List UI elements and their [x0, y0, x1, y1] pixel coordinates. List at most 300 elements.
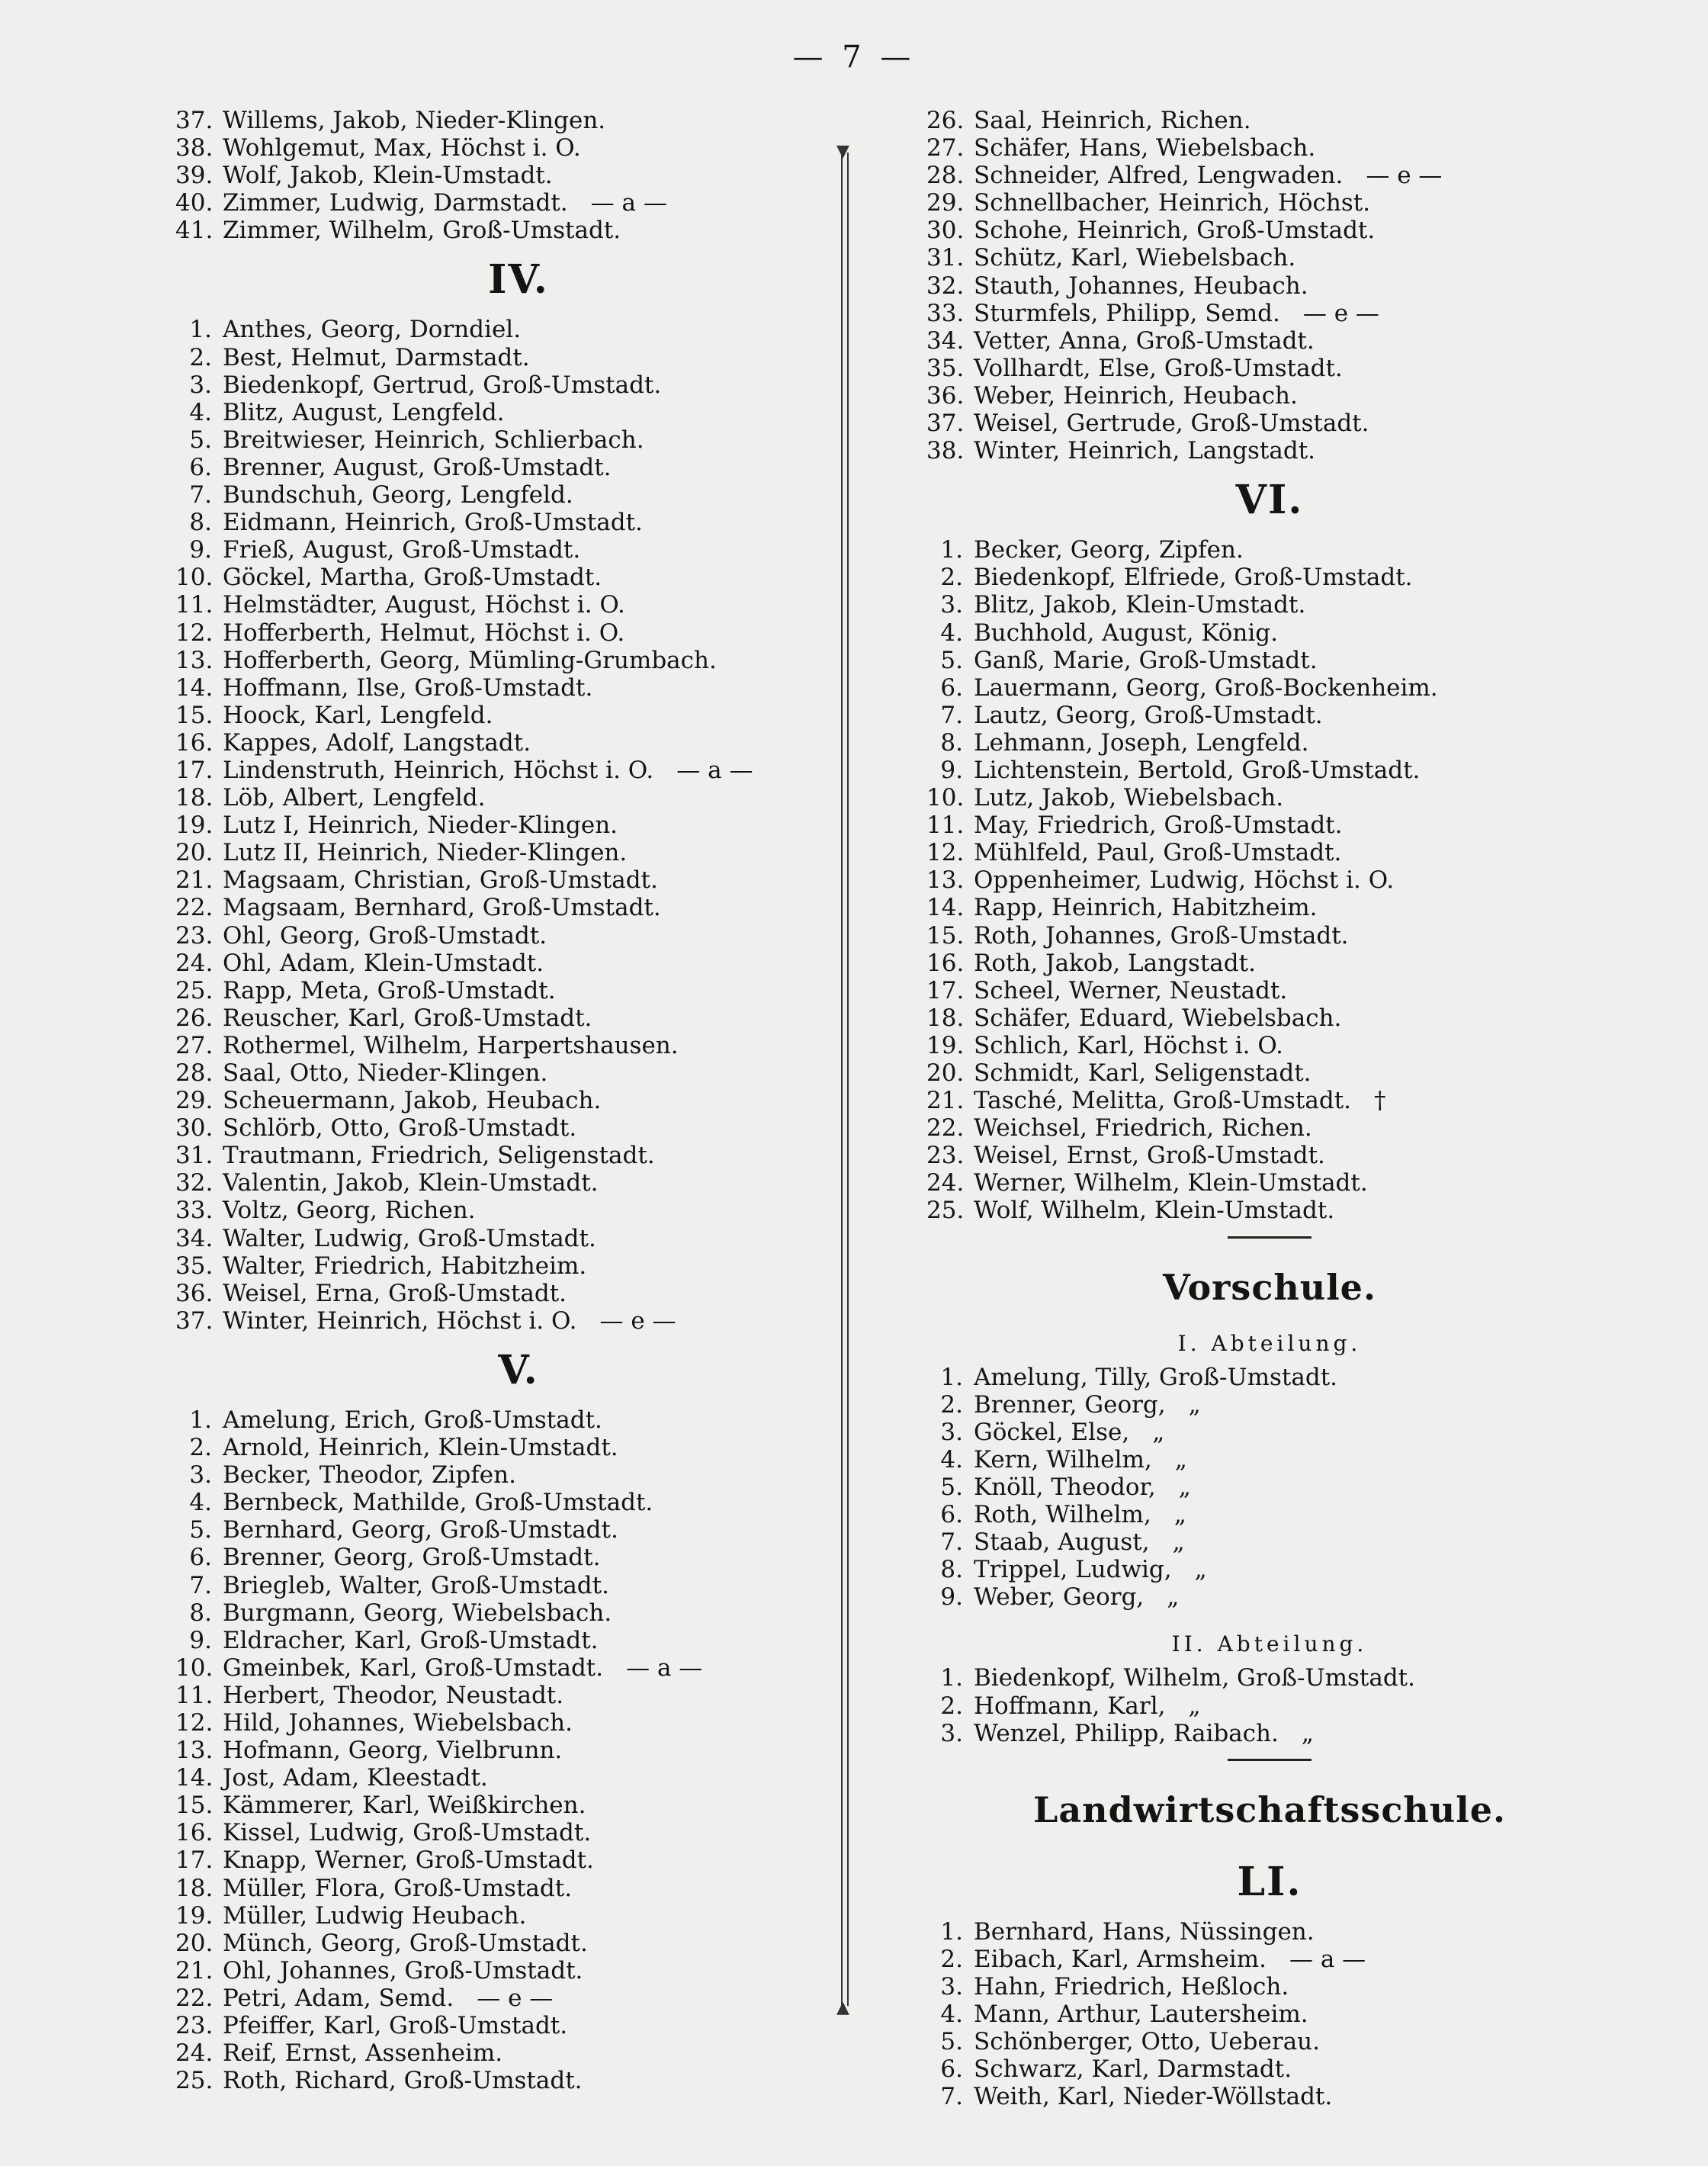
list-item: [175, 107, 862, 134]
list-item-mark: — e —: [599, 1306, 676, 1335]
list-item-number: 30.: [926, 217, 965, 245]
list-item: [175, 1792, 862, 1819]
list-item: [926, 729, 1613, 757]
section-heading: Vorschule.: [1163, 1266, 1376, 1308]
list-item: [175, 839, 862, 866]
list-item: [926, 189, 1613, 217]
list-item-text: Bundschuh, Georg, Lengfeld.: [223, 481, 573, 509]
list-item-number: 3.: [940, 1418, 963, 1446]
list-item-number: 33.: [175, 1197, 214, 1225]
list-item-number: 25.: [175, 2067, 214, 2095]
list-item-text: Weichsel, Friedrich, Richen.: [974, 1114, 1312, 1142]
list-item-text: Becker, Theodor, Zipfen.: [223, 1461, 516, 1490]
list-item-text: Hofmann, Georg, Vielbrunn.: [223, 1737, 563, 1765]
section-heading: Landwirtschaftsschule.: [1033, 1788, 1506, 1830]
list-item-text: Walter, Ludwig, Groß-Umstadt.: [223, 1224, 596, 1252]
list-item-number: 5.: [940, 646, 963, 674]
list-item-text: Brenner, Georg, Groß-Umstadt.: [223, 1544, 601, 1572]
list-item-number: 31.: [926, 244, 965, 272]
list-item: [926, 1501, 1613, 1528]
list-item: [175, 784, 862, 811]
list-item-mark: — a —: [590, 189, 667, 217]
list-item: [926, 674, 1613, 702]
list-item-number: 26.: [175, 1004, 214, 1032]
list-item-number: 10.: [175, 1653, 214, 1682]
list-item-number: 29.: [926, 189, 965, 217]
list-item-text: Rapp, Heinrich, Habitzheim.: [974, 894, 1318, 922]
list-item-number: 2.: [189, 343, 212, 371]
list-item: [926, 757, 1613, 784]
list-item-number: 15.: [175, 701, 214, 729]
list-item-number: 16.: [175, 728, 214, 757]
list-item-text: Schütz, Karl, Wiebelsbach.: [974, 244, 1296, 272]
list-item: [175, 1709, 862, 1737]
list-item-text: Staab, August,: [974, 1528, 1150, 1557]
list-item: [175, 1225, 862, 1252]
list-item: [175, 426, 862, 454]
list-item-text: Hofferberth, Helmut, Höchst i. O.: [223, 619, 625, 647]
list-item-mark: „: [1173, 1501, 1186, 1529]
list-item-number: 12.: [175, 1708, 214, 1737]
list-item-number: 16.: [175, 1819, 214, 1847]
list-item: [175, 1984, 862, 2012]
list-item-mark: „: [1188, 1390, 1201, 1419]
list-item-number: 7.: [189, 481, 212, 509]
list-item-text: Valentin, Jakob, Klein-Umstadt.: [223, 1169, 599, 1197]
list-item: [175, 509, 862, 536]
list-item-text: Zimmer, Wilhelm, Groß-Umstadt.: [223, 217, 621, 245]
list-item: [926, 1197, 1613, 1224]
list-item: [175, 1516, 862, 1544]
list-item-text: Vetter, Anna, Groß-Umstadt.: [974, 326, 1315, 355]
list-item-number: 39.: [175, 162, 214, 190]
list-item-number: 38.: [175, 134, 214, 162]
list-item-number: 6.: [940, 1501, 963, 1529]
list-item-number: 36.: [175, 1279, 214, 1307]
list-item-number: 18.: [175, 784, 214, 812]
list-item-number: 9.: [940, 756, 963, 784]
list-item: [926, 437, 1613, 464]
list-item-number: 3.: [940, 1719, 963, 1747]
list-item-number: 14.: [175, 673, 214, 702]
list-item: [926, 1692, 1613, 1720]
list-item-number: 17.: [175, 1846, 214, 1875]
list-item-number: 8.: [189, 1599, 212, 1627]
list-item: [175, 950, 862, 977]
list-item-text: Willems, Jakob, Nieder-Klingen.: [223, 107, 606, 134]
list-item-number: 4.: [940, 1445, 963, 1473]
list-item-text: Rothermel, Wilhelm, Harpertshausen.: [223, 1031, 679, 1059]
list-item-number: 7.: [940, 701, 963, 729]
list-item: [926, 536, 1613, 564]
list-item: [175, 647, 862, 674]
list-item: [175, 344, 862, 371]
list-item: [175, 1846, 862, 1874]
list-item: [175, 619, 862, 647]
list-item-mark: „: [1152, 1418, 1165, 1446]
list-item-number: 5.: [940, 2028, 963, 2056]
list-item-text: Winter, Heinrich, Langstadt.: [974, 437, 1316, 465]
list-item-mark: „: [1174, 1445, 1187, 1473]
list-item: [926, 2083, 1613, 2110]
list-item: [926, 922, 1613, 950]
list-item-text: Hild, Johannes, Wiebelsbach.: [223, 1708, 573, 1737]
list-item-number: 18.: [175, 1874, 214, 1902]
list-item: [175, 2039, 862, 2067]
list-item-text: Pfeiffer, Karl, Groß-Umstadt.: [223, 2012, 568, 2039]
list-item-text: Lutz I, Heinrich, Nieder-Klingen.: [223, 811, 618, 840]
list-item-number: 16.: [926, 949, 965, 977]
list-item-number: 18.: [926, 1004, 965, 1032]
list-item-number: 20.: [175, 839, 214, 867]
list-item-number: 28.: [926, 162, 965, 190]
list-item: [926, 647, 1613, 674]
list-item: [175, 1197, 862, 1224]
list-item: [926, 134, 1613, 162]
list-item-text: Knöll, Theodor,: [974, 1473, 1156, 1501]
list-item-number: 24.: [175, 2039, 214, 2068]
list-item-number: 4.: [189, 398, 212, 426]
section-rule: [926, 1225, 1613, 1251]
list-item-text: Weisel, Gertrude, Groß-Umstadt.: [974, 410, 1369, 438]
list-item-number: 2.: [940, 564, 963, 592]
list-item-text: Trippel, Ludwig,: [974, 1556, 1172, 1584]
list-item-text: Lauermann, Georg, Groß-Bockenheim.: [974, 673, 1438, 702]
list-item-text: Bernhard, Georg, Groß-Umstadt.: [223, 1516, 618, 1544]
list-item: [175, 729, 862, 757]
list-item-text: Schnellbacher, Heinrich, Höchst.: [974, 189, 1371, 217]
list-item: [926, 894, 1613, 921]
list-item-text: Münch, Georg, Groß-Umstadt.: [223, 1929, 588, 1957]
list-item-text: Weisel, Erna, Groß-Umstadt.: [223, 1279, 567, 1307]
list-item-number: 27.: [926, 134, 965, 162]
list-item-number: 22.: [175, 894, 214, 922]
list-item-number: 1.: [940, 1363, 963, 1391]
list-item: [175, 866, 862, 894]
list-item-text: Lehmann, Joseph, Lengfeld.: [974, 728, 1309, 757]
list-item: [926, 784, 1613, 811]
list-item-number: 7.: [940, 1528, 963, 1557]
list-item-number: 17.: [926, 976, 965, 1004]
list-item: [175, 1737, 862, 1764]
list-item: [175, 1627, 862, 1654]
list-item-text: Lindenstruth, Heinrich, Höchst i. O.: [223, 756, 654, 784]
list-item-number: 23.: [175, 2012, 214, 2039]
list-item-mark: — e —: [1366, 162, 1443, 190]
list-item: [175, 189, 862, 217]
list-item-number: 27.: [175, 1031, 214, 1059]
list-item-number: 13.: [175, 646, 214, 674]
subsection-heading: I. Abteilung.: [1177, 1330, 1362, 1356]
list-item-text: Schohe, Heinrich, Groß-Umstadt.: [974, 217, 1376, 245]
list-item-text: Müller, Flora, Groß-Umstadt.: [223, 1874, 573, 1902]
list-item: [926, 2000, 1613, 2028]
list-item-number: 12.: [175, 619, 214, 647]
list-item-number: 13.: [926, 866, 965, 895]
list-item-number: 22.: [926, 1114, 965, 1142]
list-item-text: Herbert, Theodor, Neustadt.: [223, 1681, 564, 1709]
list-item-text: Kern, Wilhelm,: [974, 1445, 1152, 1473]
list-item-number: 28.: [175, 1059, 214, 1087]
list-item: [175, 371, 862, 399]
list-item-text: Trautmann, Friedrich, Seligenstadt.: [223, 1142, 655, 1170]
list-item-text: Brenner, August, Groß-Umstadt.: [223, 453, 612, 481]
list-item: [175, 1461, 862, 1489]
list-item: [175, 1280, 862, 1307]
list-item-number: 21.: [175, 866, 214, 895]
list-item-text: Winter, Heinrich, Höchst i. O.: [223, 1306, 577, 1335]
list-item: [926, 410, 1613, 437]
list-item-mark: „: [1301, 1719, 1314, 1747]
list-item-number: 1.: [940, 1917, 963, 1946]
list-item-mark: — a —: [676, 756, 753, 784]
list-item-text: Magsaam, Bernhard, Groß-Umstadt.: [223, 894, 661, 922]
list-item-number: 20.: [926, 1059, 965, 1087]
list-item: [175, 922, 862, 950]
list-item-text: Rapp, Meta, Groß-Umstadt.: [223, 976, 556, 1004]
list-item-text: Voltz, Georg, Richen.: [223, 1197, 476, 1225]
list-item: [926, 2055, 1613, 2083]
list-item-number: 41.: [175, 217, 214, 245]
list-item-number: 6.: [189, 453, 212, 481]
list-item-number: 6.: [189, 1544, 212, 1572]
list-item-number: 23.: [175, 921, 214, 950]
list-item-number: 2.: [940, 1390, 963, 1419]
list-item-text: Hoock, Karl, Lengfeld.: [223, 701, 493, 729]
list-item: [926, 1556, 1613, 1583]
list-item-number: 22.: [175, 1984, 214, 2012]
list-item-text: Weith, Karl, Nieder-Wöllstadt.: [974, 2083, 1333, 2111]
list-item-text: Bernhard, Hans, Nüssingen.: [974, 1917, 1315, 1946]
divider-arrow-bottom: ▲: [836, 1998, 849, 2017]
list-item-number: 9.: [189, 536, 212, 564]
list-item-text: Breitwieser, Heinrich, Schlierbach.: [223, 426, 644, 454]
list-item: [175, 564, 862, 591]
list-item-text: Brenner, Georg,: [974, 1390, 1166, 1419]
list-item-text: Schäfer, Eduard, Wiebelsbach.: [974, 1004, 1342, 1032]
subsection-heading: II. Abteilung.: [1171, 1631, 1368, 1657]
list-item-text: Scheuermann, Jakob, Heubach.: [223, 1087, 602, 1115]
section-heading: VI.: [1235, 477, 1304, 524]
list-item-number: 4.: [940, 2000, 963, 2028]
list-item-text: Kissel, Ludwig, Groß-Umstadt.: [223, 1819, 592, 1847]
list-item: [175, 1682, 862, 1709]
list-item: [926, 2028, 1613, 2055]
list-item-number: 34.: [175, 1224, 214, 1252]
list-item-text: Anthes, Georg, Dorndiel.: [223, 316, 522, 344]
section-heading: V.: [498, 1346, 539, 1393]
list-item: [175, 2067, 862, 2094]
list-item-number: 29.: [175, 1087, 214, 1115]
list-item-number: 19.: [926, 1031, 965, 1059]
list-item: [175, 134, 862, 162]
list-item: [175, 1930, 862, 1957]
list-item: [175, 1957, 862, 1984]
list-item-text: Petri, Adam, Semd.: [223, 1984, 454, 2012]
list-item-number: 3.: [189, 371, 212, 399]
list-item-text: Blitz, August, Lengfeld.: [223, 398, 505, 426]
list-item-text: Roth, Wilhelm,: [974, 1501, 1151, 1529]
list-item: [926, 272, 1613, 300]
list-item-number: 6.: [940, 2055, 963, 2084]
list-item-text: Weisel, Ernst, Groß-Umstadt.: [974, 1142, 1325, 1170]
list-item: [926, 1032, 1613, 1059]
list-item-text: Frieß, August, Groß-Umstadt.: [223, 536, 581, 564]
list-item-number: 2.: [940, 1945, 963, 1973]
list-item-number: 35.: [175, 1252, 214, 1280]
list-item-text: Zimmer, Ludwig, Darmstadt.: [223, 189, 568, 217]
list-item-text: Blitz, Jakob, Klein-Umstadt.: [974, 591, 1306, 619]
list-item-mark: „: [1194, 1556, 1207, 1584]
list-item-number: 8.: [940, 1556, 963, 1584]
list-item-text: Mann, Arthur, Lautersheim.: [974, 2000, 1308, 2028]
list-item: [926, 1114, 1613, 1142]
list-item-number: 30.: [175, 1114, 214, 1142]
list-item-text: Schmidt, Karl, Seligenstadt.: [974, 1059, 1312, 1087]
list-item-mark: — a —: [626, 1653, 703, 1682]
list-item-number: 14.: [175, 1764, 214, 1792]
list-item-number: 6.: [940, 673, 963, 702]
list-item-number: 19.: [175, 1901, 214, 1930]
list-item-text: Helmstädter, August, Höchst i. O.: [223, 591, 625, 619]
list-item-text: Reif, Ernst, Assenheim.: [223, 2039, 503, 2068]
list-item-number: 38.: [926, 437, 965, 465]
list-item-text: Jost, Adam, Kleestadt.: [223, 1764, 488, 1792]
spacer: [926, 1611, 1613, 1624]
list-item-text: Biedenkopf, Elfriede, Groß-Umstadt.: [974, 564, 1413, 592]
list-item-text: Vollhardt, Else, Groß-Umstadt.: [974, 354, 1343, 382]
list-item: [175, 977, 862, 1004]
list-item-number: 15.: [926, 921, 965, 950]
list-item: [926, 1391, 1613, 1419]
list-item-number: 1.: [189, 316, 212, 344]
list-item: [175, 894, 862, 921]
list-item: [926, 591, 1613, 619]
list-item: [926, 839, 1613, 866]
list-item-number: 37.: [175, 107, 214, 134]
list-item: [926, 1446, 1613, 1473]
list-item-text: Biedenkopf, Wilhelm, Groß-Umstadt.: [974, 1664, 1415, 1692]
list-item-number: 19.: [175, 811, 214, 840]
list-item-number: 36.: [926, 381, 965, 410]
list-item-number: 2.: [189, 1434, 212, 1462]
list-item-number: 20.: [175, 1929, 214, 1957]
list-item: [175, 1764, 862, 1792]
list-item-number: 40.: [175, 189, 214, 217]
list-item-text: Schlich, Karl, Höchst i. O.: [974, 1031, 1283, 1059]
list-item-number: 24.: [175, 949, 214, 977]
list-item-text: Mühlfeld, Paul, Groß-Umstadt.: [974, 839, 1342, 867]
list-item: [926, 1059, 1613, 1087]
list-item-text: May, Friedrich, Groß-Umstadt.: [974, 811, 1343, 840]
list-item-text: Ohl, Georg, Groß-Umstadt.: [223, 921, 547, 950]
list-item: [926, 327, 1613, 355]
list-item-text: Weber, Heinrich, Heubach.: [974, 381, 1298, 410]
list-item: [175, 217, 862, 244]
list-item-text: Saal, Heinrich, Richen.: [974, 107, 1251, 134]
list-item-number: 11.: [926, 811, 965, 840]
list-item: [926, 1087, 1613, 1114]
section-heading: LI.: [1237, 1858, 1302, 1905]
right-column: [926, 107, 1613, 2110]
list-item-text: Amelung, Tilly, Groß-Umstadt.: [974, 1363, 1338, 1391]
list-item-number: 15.: [175, 1792, 214, 1820]
list-item: [175, 1114, 862, 1142]
list-item: [175, 1169, 862, 1197]
list-item-number: 31.: [175, 1142, 214, 1170]
list-item-text: Wenzel, Philipp, Raibach.: [974, 1719, 1279, 1747]
list-item-text: Schäfer, Hans, Wiebelsbach.: [974, 134, 1316, 162]
list-item: [175, 1307, 862, 1335]
list-item-text: Hoffmann, Karl,: [974, 1692, 1166, 1720]
list-item-number: 11.: [175, 591, 214, 619]
list-item: [926, 1004, 1613, 1032]
list-item-number: 3.: [189, 1461, 212, 1490]
list-item-text: Wohlgemut, Max, Höchst i. O.: [223, 134, 581, 162]
list-item-mark: †: [1374, 1087, 1386, 1115]
list-item-text: Stauth, Johannes, Heubach.: [974, 272, 1308, 300]
list-item: [175, 536, 862, 564]
list-item-text: Müller, Ludwig Heubach.: [223, 1901, 527, 1930]
list-item: [926, 1528, 1613, 1556]
list-item-number: 2.: [940, 1692, 963, 1720]
list-item-mark: „: [1178, 1473, 1191, 1501]
list-item-text: Arnold, Heinrich, Klein-Umstadt.: [223, 1434, 618, 1462]
list-item: [926, 619, 1613, 647]
list-item-number: 5.: [189, 1516, 212, 1544]
list-item-number: 14.: [926, 894, 965, 922]
list-item-text: Gmeinbek, Karl, Groß-Umstadt.: [223, 1653, 604, 1682]
list-item-text: Briegleb, Walter, Groß-Umstadt.: [223, 1571, 609, 1599]
list-item-text: Eidmann, Heinrich, Groß-Umstadt.: [223, 509, 643, 537]
list-item-number: 7.: [940, 2083, 963, 2111]
list-item: [926, 1720, 1613, 1747]
list-item-mark: „: [1172, 1528, 1185, 1557]
list-item: [175, 1544, 862, 1571]
list-item: [175, 1489, 862, 1516]
list-item-text: Werner, Wilhelm, Klein-Umstadt.: [974, 1169, 1368, 1197]
list-item: [175, 757, 862, 784]
list-item-text: Schneider, Alfred, Lengwaden.: [974, 162, 1344, 190]
list-item: [175, 481, 862, 509]
list-item-mark: — a —: [1289, 1945, 1366, 1973]
list-item: [175, 1087, 862, 1114]
list-item-text: Hahn, Friedrich, Heßloch.: [974, 1972, 1289, 2000]
list-item-number: 10.: [926, 784, 965, 812]
list-item: [175, 316, 862, 343]
list-item-number: 13.: [175, 1737, 214, 1765]
list-item-text: Göckel, Martha, Groß-Umstadt.: [223, 564, 602, 592]
list-item: [926, 162, 1613, 189]
list-item-text: Ohl, Johannes, Groß-Umstadt.: [223, 1956, 583, 1984]
list-item: [926, 1973, 1613, 2000]
list-item-text: Schönberger, Otto, Ueberau.: [974, 2028, 1320, 2056]
section-rule: [926, 1747, 1613, 1773]
list-item: [926, 1664, 1613, 1692]
list-item-text: Becker, Georg, Zipfen.: [974, 536, 1244, 564]
list-item: [926, 1364, 1613, 1391]
list-item: [175, 1059, 862, 1087]
list-item-number: 9.: [189, 1626, 212, 1654]
list-item-text: Magsaam, Christian, Groß-Umstadt.: [223, 866, 658, 895]
list-item-text: Lutz, Jakob, Wiebelsbach.: [974, 784, 1284, 812]
list-item: [175, 1406, 862, 1434]
list-item-number: 9.: [940, 1583, 963, 1612]
section-heading: IV.: [488, 256, 549, 304]
list-item-text: Oppenheimer, Ludwig, Höchst i. O.: [974, 866, 1395, 895]
list-item-number: 17.: [175, 756, 214, 784]
list-item-text: Eldracher, Karl, Groß-Umstadt.: [223, 1626, 599, 1654]
